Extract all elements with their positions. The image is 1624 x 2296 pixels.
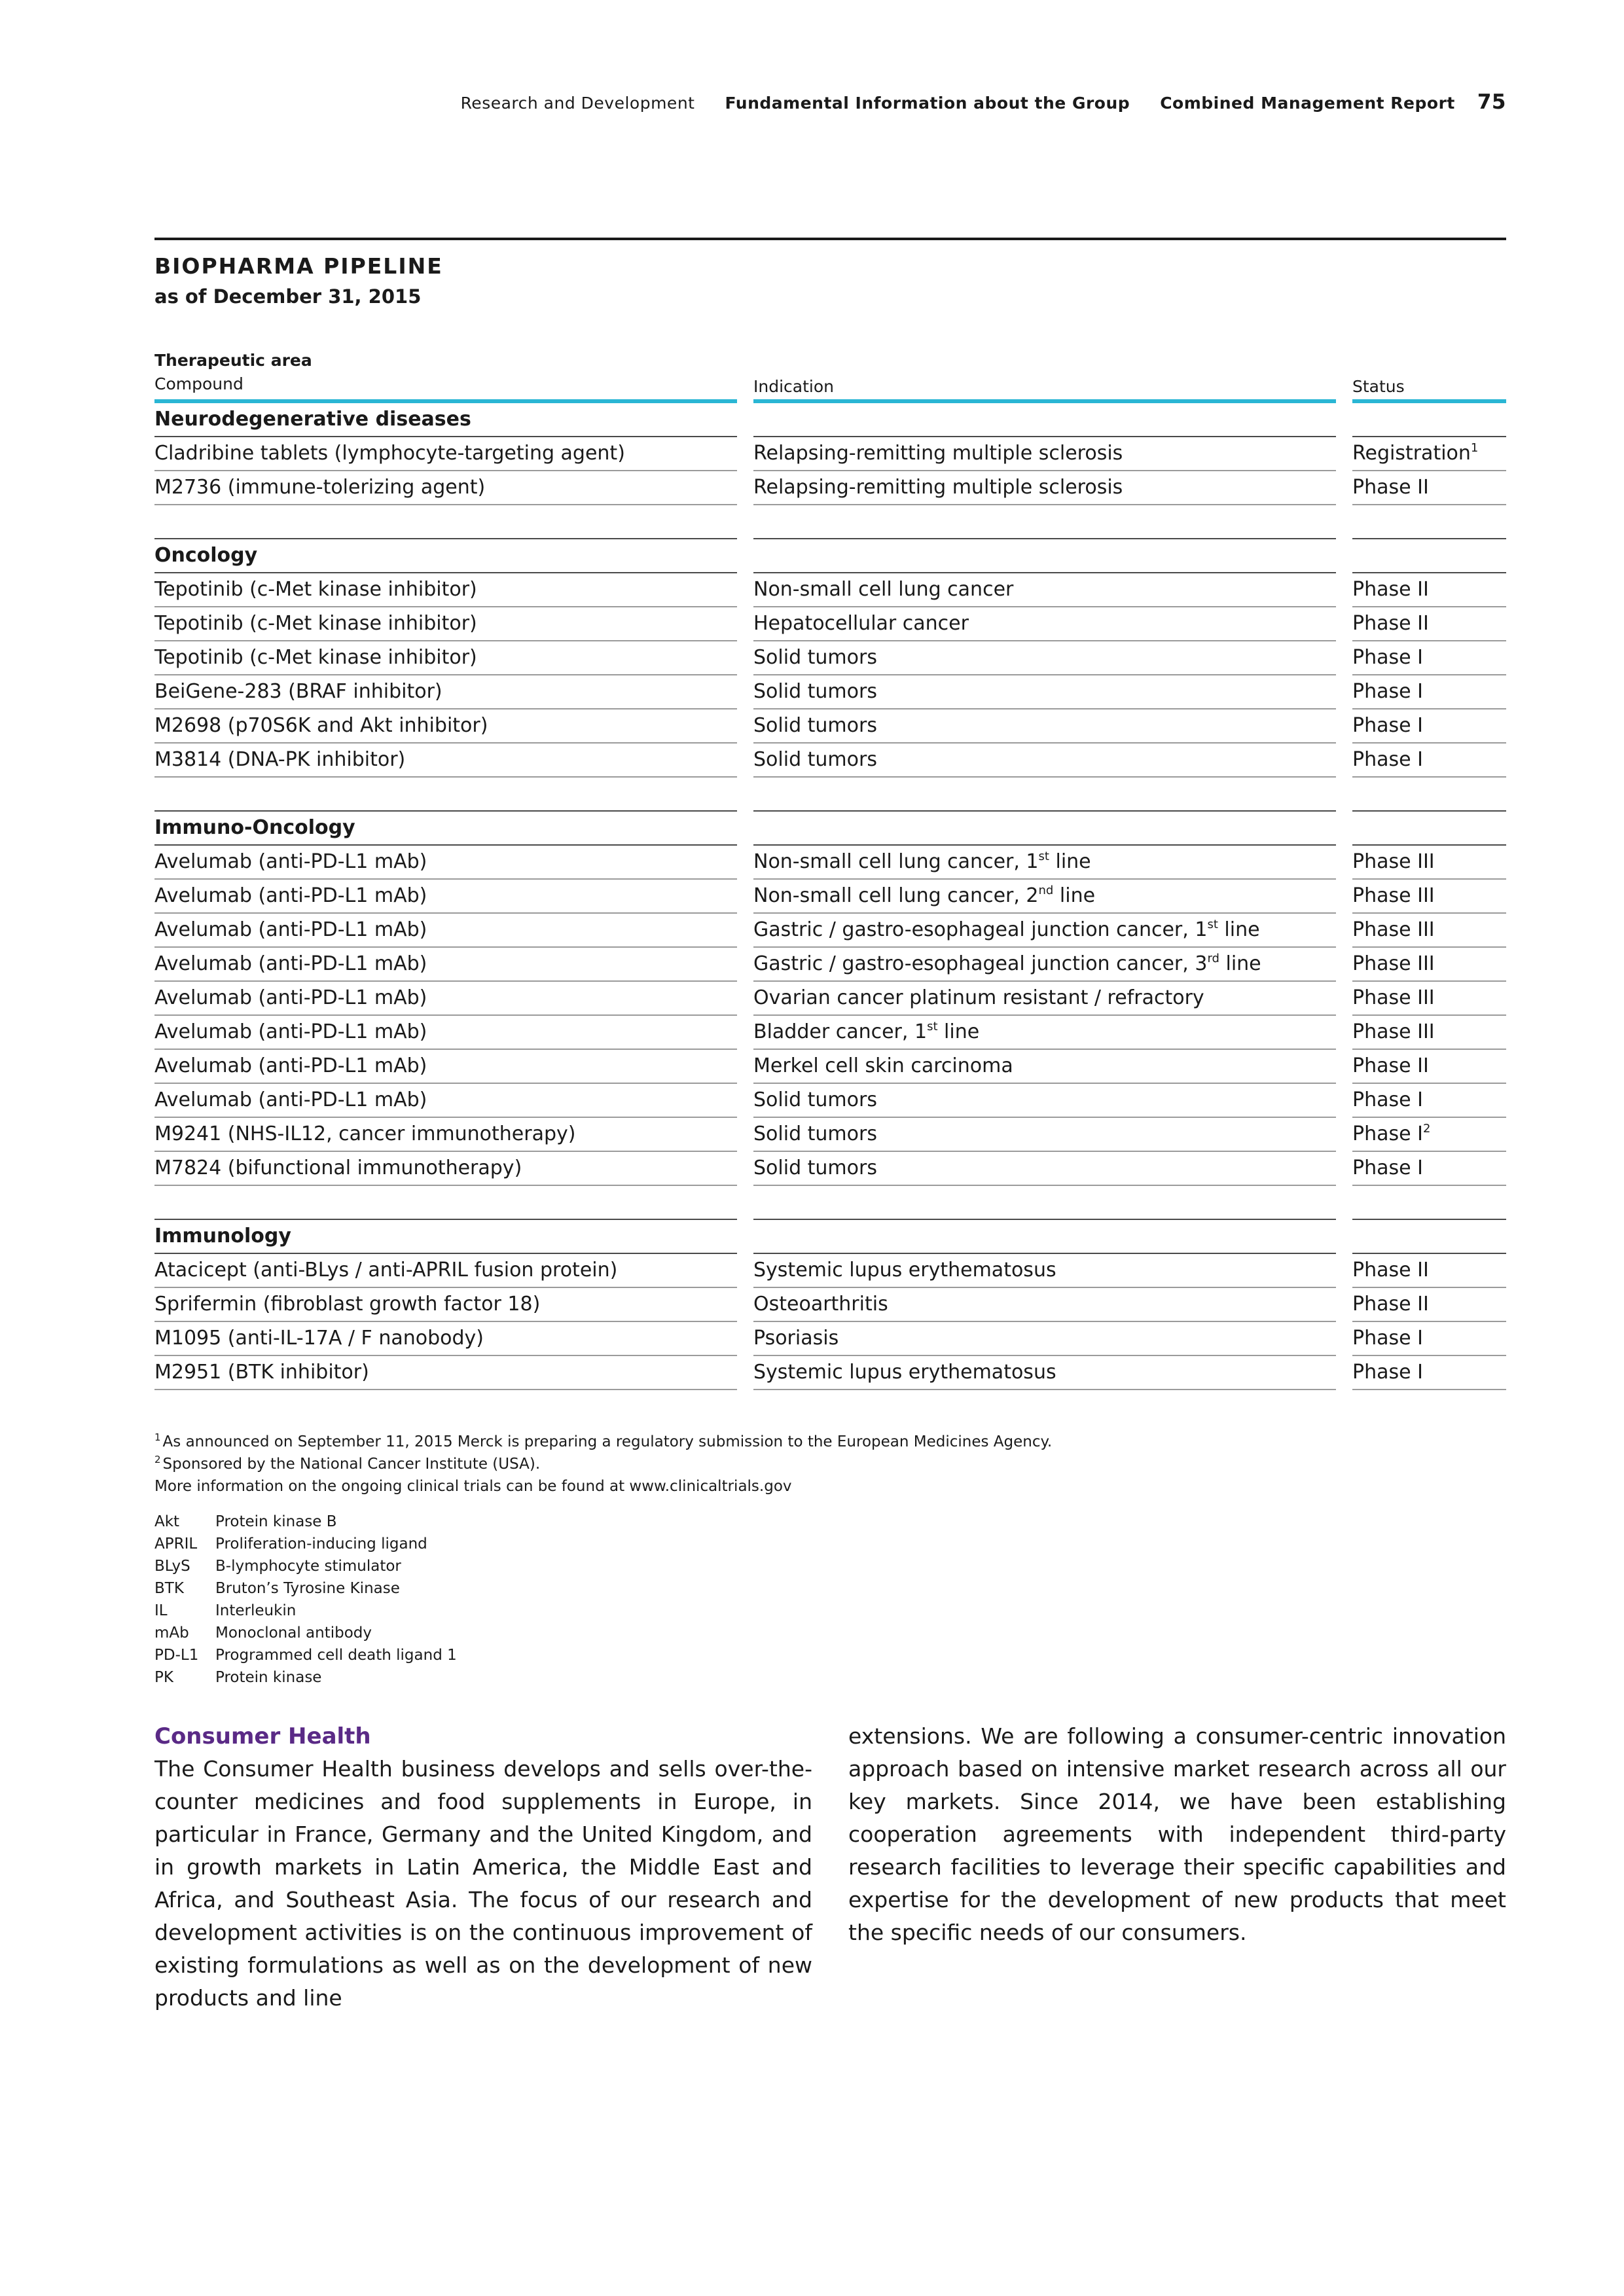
- indication-cell: Gastric / gastro-esophageal junction cancer, 3rd line: [753, 948, 1336, 982]
- table-row: [154, 846, 1506, 880]
- status-cell: Phase II: [1352, 471, 1506, 505]
- indication-cell: Gastric / gastro-esophageal junction cancer, 1st line: [753, 914, 1336, 948]
- column-header-compound: [154, 349, 737, 399]
- indication-cell: Psoriasis: [753, 1322, 1336, 1356]
- status-cell: Phase III: [1352, 880, 1506, 914]
- empty-cell: [1352, 539, 1506, 573]
- indication-cell: Systemic lupus erythematosus: [753, 1254, 1336, 1288]
- compound-cell: Sprifermin (fibroblast growth factor 18): [154, 1288, 737, 1322]
- abbreviation-meaning: Bruton’s Tyrosine Kinase: [215, 1580, 400, 1597]
- status-cell: Phase II: [1352, 1288, 1506, 1322]
- abbreviation: APRIL: [154, 1535, 198, 1552]
- consumer-health-title: Consumer Health: [154, 1723, 371, 1749]
- abbreviation: IL: [154, 1602, 168, 1619]
- superscript: st: [927, 1020, 938, 1033]
- indication-cell: Hepatocellular cancer: [753, 607, 1336, 641]
- table-row: [154, 1152, 1506, 1186]
- abbreviation-row: [154, 1533, 457, 1555]
- table-row: [154, 437, 1506, 471]
- more-info-note: More information on the ongoing clinical trials can be found at www.clinicaltrials.gov: [154, 1478, 792, 1495]
- table-row: [154, 1356, 1506, 1390]
- indication-cell: Relapsing-remitting multiple sclerosis: [753, 437, 1336, 471]
- therapeutic-area-name: Neurodegenerative diseases: [154, 403, 737, 437]
- footnote-1: $^1$ As announced on September 11, 2015 Merck is preparing a regulatory submission to the European Medicines Agency.: [154, 1431, 1053, 1450]
- indication-cell: Solid tumors: [753, 1152, 1336, 1186]
- compound-cell: Avelumab (anti-PD-L1 mAb): [154, 1016, 737, 1050]
- column-header-compound-label: Compound: [154, 374, 244, 393]
- abbreviation-row: [154, 1644, 457, 1666]
- spacer-cell: [1352, 505, 1506, 539]
- therapeutic-area-row: [154, 1220, 1506, 1254]
- superscript: 2: [1422, 1122, 1431, 1136]
- status-cell: Phase I: [1352, 1322, 1506, 1356]
- compound-cell: Tepotinib (c-Met kinase inhibitor): [154, 641, 737, 675]
- compound-cell: Avelumab (anti-PD-L1 mAb): [154, 880, 737, 914]
- status-cell: Phase I: [1352, 709, 1506, 744]
- table-row: [154, 880, 1506, 914]
- compound-cell: Atacicept (anti-BLys / anti-APRIL fusion protein): [154, 1254, 737, 1288]
- indication-cell: Solid tumors: [753, 641, 1336, 675]
- page-number: 75: [1477, 90, 1506, 114]
- compound-cell: M7824 (bifunctional immunotherapy): [154, 1152, 737, 1186]
- indication-cell: Non-small cell lung cancer, 2nd line: [753, 880, 1336, 914]
- consumer-health-right-column: [848, 1720, 1506, 2015]
- compound-cell: M9241 (NHS-IL12, cancer immunotherapy): [154, 1118, 737, 1152]
- compound-cell: Cladribine tablets (lymphocyte-targeting agent): [154, 437, 737, 471]
- indication-cell: Non-small cell lung cancer, 1st line: [753, 846, 1336, 880]
- compound-cell: M2736 (immune-tolerizing agent): [154, 471, 737, 505]
- empty-cell: [753, 539, 1336, 573]
- header-section: Research and Development: [460, 94, 695, 113]
- consumer-health-section: [154, 1720, 1506, 2015]
- abbreviation-row: [154, 1511, 457, 1533]
- consumer-health-text-right: extensions. We are following a consumer-centric innovation approach based on intensive market research across all our key markets. Since 2014, we have been establishing cooperation agreements with independent third-party research facilities to leverage their specific capabilities and expertise for the development of new products that meet the specific needs of our consumers.: [848, 1723, 1506, 1945]
- status-cell: Phase I: [1352, 1152, 1506, 1186]
- indication-cell: Osteoarthritis: [753, 1288, 1336, 1322]
- abbreviation: BTK: [154, 1580, 184, 1597]
- compound-cell: M2951 (BTK inhibitor): [154, 1356, 737, 1390]
- footnotes: [154, 1431, 1506, 1498]
- abbreviation-row: [154, 1577, 457, 1600]
- abbreviation-row: [154, 1600, 457, 1622]
- table-row: [154, 982, 1506, 1016]
- indication-cell: Solid tumors: [753, 709, 1336, 744]
- superscript: rd: [1207, 952, 1219, 965]
- abbreviation-row: [154, 1622, 457, 1644]
- abbreviation-meaning: Interleukin: [215, 1602, 297, 1619]
- status-cell: Phase I: [1352, 1356, 1506, 1390]
- table-row: [154, 1288, 1506, 1322]
- pipeline-subtitle: as of December 31, 2015: [154, 285, 422, 308]
- compound-cell: M1095 (anti-IL-17A / F nanobody): [154, 1322, 737, 1356]
- table-row: [154, 1254, 1506, 1288]
- indication-cell: Bladder cancer, 1st line: [753, 1016, 1336, 1050]
- table-row: [154, 607, 1506, 641]
- abbreviation-row: [154, 1666, 457, 1689]
- status-cell: Registration$^1$: [1352, 437, 1506, 471]
- table-row: [154, 1016, 1506, 1050]
- group-spacer-row: [154, 505, 1506, 539]
- therapeutic-area-name: Oncology: [154, 539, 737, 573]
- therapeutic-area-name: Immunology: [154, 1220, 737, 1254]
- table-row: [154, 914, 1506, 948]
- status-cell: Phase I: [1352, 675, 1506, 709]
- empty-cell: [1352, 1220, 1506, 1254]
- column-header-status: Status: [1352, 377, 1405, 396]
- table-row: [154, 1084, 1506, 1118]
- top-rule: [154, 238, 1506, 240]
- abbreviation-meaning: Protein kinase B: [215, 1513, 337, 1530]
- compound-cell: Avelumab (anti-PD-L1 mAb): [154, 846, 737, 880]
- therapeutic-area-row: [154, 539, 1506, 573]
- superscript: 1: [1470, 441, 1479, 455]
- indication-cell: Solid tumors: [753, 675, 1336, 709]
- empty-cell: [1352, 403, 1506, 437]
- compound-cell: Avelumab (anti-PD-L1 mAb): [154, 1084, 737, 1118]
- abbreviation-row: [154, 1555, 457, 1577]
- compound-cell: Avelumab (anti-PD-L1 mAb): [154, 948, 737, 982]
- consumer-health-text-left: The Consumer Health business develops and sells over-the-counter medicines and food supplements in Europe, in particular in France, Germany and the United Kingdom, and in growth markets in Latin America, the Middle East and Africa, and Southeast Asia. The focus of our research and development activities is on the continuous improvement of existing formulations as well as on the development of new products and line: [154, 1756, 812, 2011]
- status-cell: Phase II: [1352, 607, 1506, 641]
- status-cell: Phase I: [1352, 1084, 1506, 1118]
- superscript: st: [1038, 850, 1049, 863]
- status-cell: Phase $I^2$: [1352, 1118, 1506, 1152]
- status-cell: Phase III: [1352, 914, 1506, 948]
- indication-cell: Non-small cell lung cancer: [753, 573, 1336, 607]
- compound-cell: M2698 (p70S6K and Akt inhibitor): [154, 709, 737, 744]
- status-cell: Phase III: [1352, 948, 1506, 982]
- status-cell: Phase III: [1352, 982, 1506, 1016]
- table-row: [154, 1050, 1506, 1084]
- status-cell: Phase I: [1352, 641, 1506, 675]
- header-chapter: Fundamental Information about the Group: [725, 94, 1130, 113]
- empty-cell: [753, 403, 1336, 437]
- table-row: [154, 471, 1506, 505]
- compound-cell: BeiGene-283 (BRAF inhibitor): [154, 675, 737, 709]
- indication-cell: Systemic lupus erythematosus: [753, 1356, 1336, 1390]
- empty-cell: [1352, 812, 1506, 846]
- spacer-cell: [154, 505, 737, 539]
- pipeline-section: [154, 238, 1506, 1689]
- indication-cell: Ovarian cancer platinum resistant / refractory: [753, 982, 1336, 1016]
- compound-cell: Tepotinib (c-Met kinase inhibitor): [154, 607, 737, 641]
- spacer-cell: [753, 505, 1336, 539]
- indication-cell: Solid tumors: [753, 1118, 1336, 1152]
- indication-cell: Solid tumors: [753, 744, 1336, 778]
- spacer-cell: [154, 1186, 737, 1220]
- spacer-cell: [154, 778, 737, 812]
- empty-cell: [753, 1220, 1336, 1254]
- spacer-cell: [1352, 1186, 1506, 1220]
- group-spacer-row: [154, 778, 1506, 812]
- abbreviation: Akt: [154, 1513, 180, 1530]
- pipeline-title: BIOPHARMA PIPELINE: [154, 253, 443, 279]
- column-header-therapeutic-area: Therapeutic area: [154, 351, 312, 370]
- spacer-cell: [1352, 778, 1506, 812]
- pipeline-table-body: [154, 403, 1506, 1390]
- spacer-cell: [753, 778, 1336, 812]
- indication-cell: Relapsing-remitting multiple sclerosis: [753, 471, 1336, 505]
- column-header-indication: Indication: [753, 377, 834, 396]
- superscript: st: [1207, 918, 1218, 931]
- indication-cell: Solid tumors: [753, 1084, 1336, 1118]
- superscript: nd: [1038, 884, 1054, 897]
- empty-cell: [753, 812, 1336, 846]
- abbreviation-meaning: B-lymphocyte stimulator: [215, 1558, 401, 1575]
- abbreviation-meaning: Protein kinase: [215, 1669, 322, 1686]
- therapeutic-area-name: Immuno-Oncology: [154, 812, 737, 846]
- running-header: [431, 90, 1506, 114]
- abbreviation: PD-L1: [154, 1647, 199, 1664]
- compound-cell: M3814 (DNA-PK inhibitor): [154, 744, 737, 778]
- compound-cell: Avelumab (anti-PD-L1 mAb): [154, 982, 737, 1016]
- status-cell: Phase II: [1352, 573, 1506, 607]
- table-row: [154, 573, 1506, 607]
- status-cell: Phase II: [1352, 1050, 1506, 1084]
- table-row: [154, 675, 1506, 709]
- group-spacer-row: [154, 1186, 1506, 1220]
- compound-cell: Avelumab (anti-PD-L1 mAb): [154, 1050, 737, 1084]
- compound-cell: Avelumab (anti-PD-L1 mAb): [154, 914, 737, 948]
- consumer-health-left-column: [154, 1720, 812, 2015]
- abbreviation-list: [154, 1511, 457, 1689]
- indication-cell: Merkel cell skin carcinoma: [753, 1050, 1336, 1084]
- compound-cell: Tepotinib (c-Met kinase inhibitor): [154, 573, 737, 607]
- abbreviation-meaning: Monoclonal antibody: [215, 1624, 372, 1641]
- abbreviation: BLyS: [154, 1558, 190, 1575]
- abbreviation-meaning: Programmed cell death ligand 1: [215, 1647, 457, 1664]
- spacer-cell: [753, 1186, 1336, 1220]
- abbreviation: PK: [154, 1669, 173, 1686]
- table-row: [154, 1118, 1506, 1152]
- status-cell: Phase I: [1352, 744, 1506, 778]
- abbreviation: mAb: [154, 1624, 189, 1641]
- table-row: [154, 1322, 1506, 1356]
- status-cell: Phase II: [1352, 1254, 1506, 1288]
- table-row: [154, 709, 1506, 744]
- header-report: Combined Management Report: [1160, 94, 1455, 113]
- abbreviation-meaning: Proliferation-inducing ligand: [215, 1535, 427, 1552]
- table-row: [154, 948, 1506, 982]
- status-cell: Phase III: [1352, 846, 1506, 880]
- therapeutic-area-row: [154, 812, 1506, 846]
- table-row: [154, 641, 1506, 675]
- status-cell: Phase III: [1352, 1016, 1506, 1050]
- table-row: [154, 744, 1506, 778]
- pipeline-table: [154, 349, 1506, 1390]
- therapeutic-area-row: [154, 403, 1506, 437]
- footnote-2: $^2$ Sponsored by the National Cancer Institute (USA).: [154, 1454, 541, 1473]
